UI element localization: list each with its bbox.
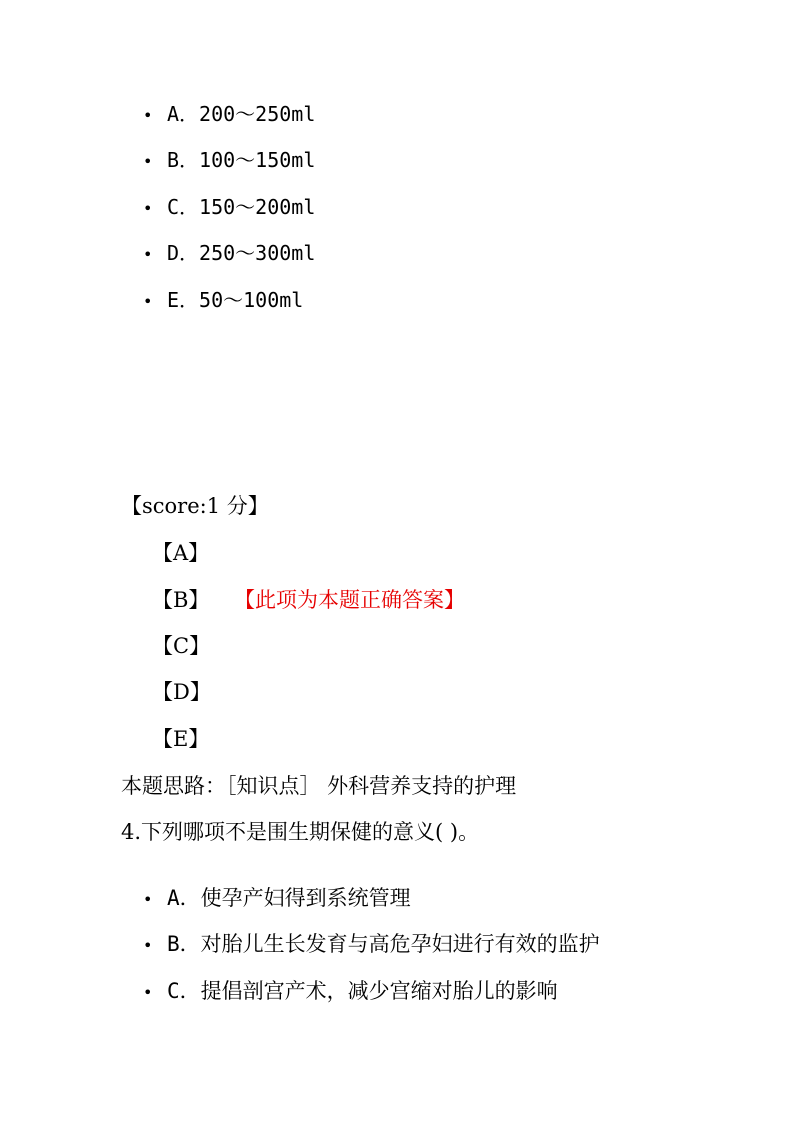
- correct-answer-note: 【此项为本题正确答案】: [234, 588, 465, 612]
- option-text: 50～100ml: [199, 288, 304, 312]
- bullet-icon: •: [143, 106, 153, 125]
- q4-option-c: [143, 978, 558, 1006]
- answer-mark-a: 【A】: [152, 541, 210, 565]
- bullet-icon: •: [143, 245, 153, 264]
- q3-option-b: [143, 148, 315, 174]
- q4-option-a: [143, 885, 411, 913]
- bullet-icon: •: [143, 890, 153, 909]
- bullet-icon: •: [143, 936, 153, 955]
- option-label: C．: [167, 195, 200, 219]
- score-line: 【score:1 分】: [121, 494, 269, 518]
- option-text: 对胎儿生长发育与高危孕妇进行有效的监护: [200, 932, 600, 956]
- option-label: C．: [167, 979, 201, 1003]
- option-label: A．: [167, 102, 200, 126]
- answer-mark-c: 【C】: [152, 634, 211, 658]
- bullet-icon: •: [143, 292, 153, 311]
- bullet-icon: •: [143, 983, 153, 1002]
- answer-mark-e: 【E】: [152, 727, 210, 751]
- bullet-icon: •: [143, 152, 153, 171]
- q4-option-b: [143, 931, 600, 959]
- option-text: 250～300ml: [199, 241, 316, 265]
- option-text: 提倡剖宫产术，减少宫缩对胎儿的影响: [200, 979, 558, 1003]
- answer-mark-d: 【D】: [152, 680, 211, 704]
- option-text: 使孕产妇得到系统管理: [200, 886, 411, 910]
- option-label: D．: [167, 241, 200, 265]
- q3-option-e: [143, 288, 303, 314]
- q3-option-a: [143, 102, 315, 128]
- option-text: 150～200ml: [199, 195, 316, 219]
- thinking-line: 本题思路：［知识点］ 外科营养支持的护理: [121, 774, 517, 798]
- bullet-icon: •: [143, 199, 153, 218]
- q4-title: 4.下列哪项不是围生期保健的意义( )。: [121, 820, 480, 844]
- answer-mark-b: 【B】: [152, 588, 210, 612]
- option-label: B．: [167, 932, 201, 956]
- q3-option-c: [143, 195, 315, 221]
- q3-option-d: [143, 241, 315, 267]
- option-label: B．: [167, 148, 200, 172]
- option-label: E．: [167, 288, 200, 312]
- option-label: A．: [167, 886, 201, 910]
- option-text: 200～250ml: [199, 102, 316, 126]
- option-text: 100～150ml: [199, 148, 316, 172]
